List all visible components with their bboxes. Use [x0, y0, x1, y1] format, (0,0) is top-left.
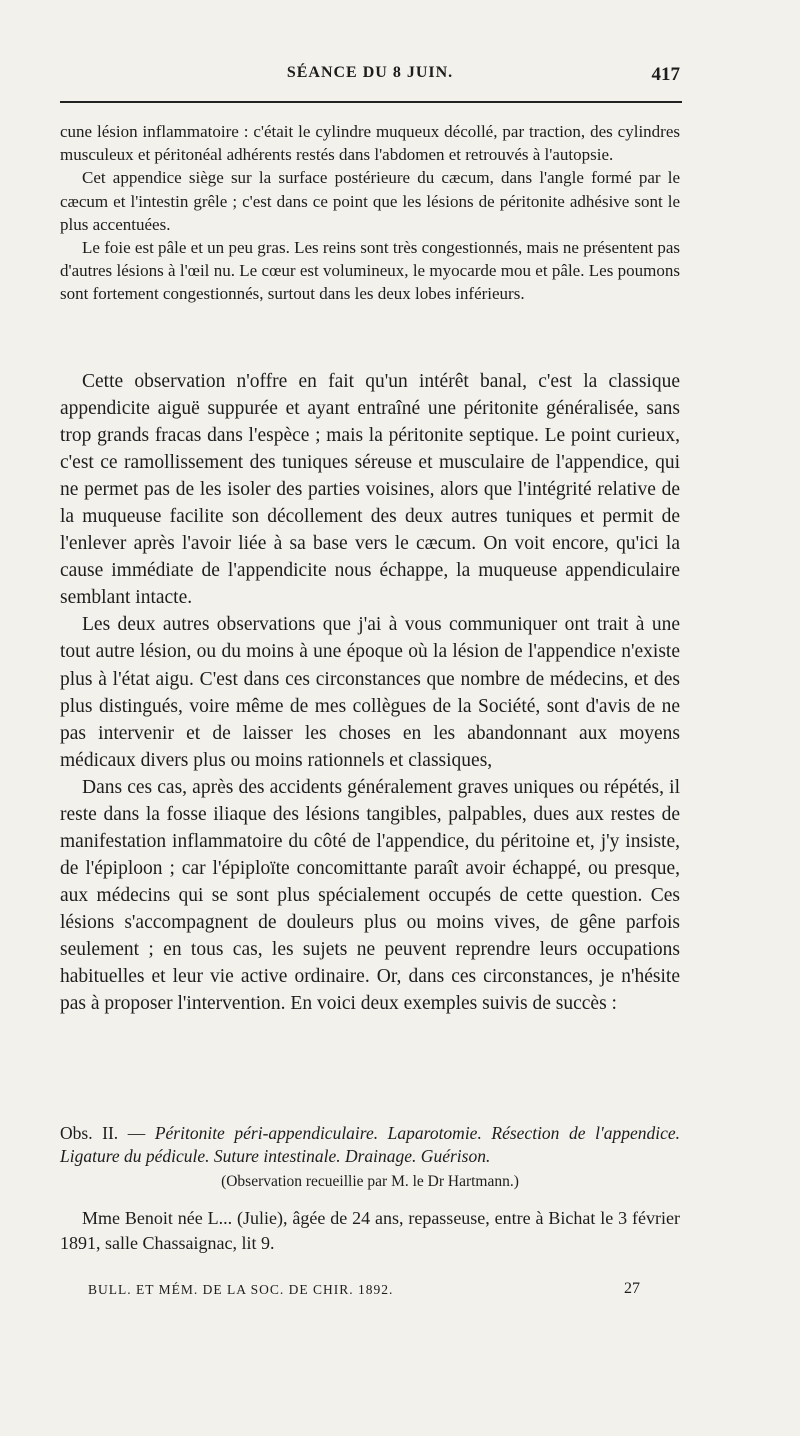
page-number: 417	[651, 64, 680, 85]
journal-reference: BULL. ET MÉM. DE LA SOC. DE CHIR. 1892.	[88, 1282, 394, 1297]
observation-source: (Observation recueillie par M. le Dr Hartmann.)	[221, 1173, 519, 1190]
observation-heading	[60, 1122, 680, 1167]
running-head	[60, 64, 680, 90]
main-text	[60, 368, 680, 1017]
signature-mark: 27	[624, 1280, 640, 1297]
observation-title: Péritonite péri-appendiculaire. Laparotomie. Résection de l'appendice. Ligature du pédicule. Suture intestinale. Drainage. Guérison.	[60, 1123, 680, 1166]
header-rule	[60, 101, 682, 103]
running-title: SÉANCE DU 8 JUIN.	[286, 64, 454, 81]
paragraph: Cette observation n'offre en fait qu'un intérêt banal, c'est la classique appendicite aiguë suppurée et ayant entraîné une péritonite généralisée, sans trop grands fracas dans l'espèce ; mais la péritonite septique. Le point curieux, c'est ce ramollissement des tuniques séreuse et musculaire de l'appendice, qui ne permet pas de les isoler des parties voisines, alors que l'intégrité relative de la muqueuse facilite son décollement des deux autres tuniques et permit de l'enlever après l'avoir liée à sa base vers le cæcum. On voit encore, qu'ici la cause immédiate de l'appendicite nous échappe, la muqueuse appendiculaire semblant intacte.	[60, 371, 680, 609]
observation-text: Mme Benoit née L... (Julie), âgée de 24 ans, repasseuse, entre à Bichat le 3 février 1891, salle Chassaignac, lit 9.	[60, 1207, 680, 1253]
paragraph: Dans ces cas, après des accidents généralement graves uniques ou répétés, il reste dans la fosse iliaque des lésions tangibles, palpables, dues aux restes de manifestation inflammatoire du côté de l'appendice, du péritoine et, j'y insiste, de l'épiploon ; car l'épiploïte concomittante paraît avoir échappé, ou presque, aux médecins qui se sont plus spécialement occupés de cette question. Ces lésions s'accompagnent de douleurs plus ou moins vives, de gêne parfois seulement ; en tous cas, les sujets ne peuvent reprendre leurs occupations habituelles et leur vie active ordinaire. Or, dans ces circonstances, je n'hésite pas à proposer l'intervention. En voici deux exemples suivis de succès :	[60, 776, 680, 1015]
paragraph: Les deux autres observations que j'ai à vous communiquer ont trait à une tout autre lésion, ou du moins à une époque où la lésion de l'appendice n'existe plus à l'état aigu. C'est dans ces circonstances que nombre de médecins, et des plus distingués, voire même de mes collègues de la Société, sont d'avis de ne pas intervenir et de laisser les choses en les abandonnant aux moyens médicaux divers plus ou moins rationnels et classiques,	[60, 614, 680, 771]
paragraph: cune lésion inflammatoire : c'était le cylindre muqueux décollé, par traction, des cylindres musculeux et péritonéal adhérents restés dans l'abdomen et retrouvés à l'autopsie.	[60, 122, 680, 165]
paragraph: Le foie est pâle et un peu gras. Les reins sont très congestionnés, mais ne présentent pas d'autres lésions à l'œil nu. Le cœur est volumineux, le myocarde mou et pâle. Les poumons sont fortement congestionnés, surtout dans les deux lobes inférieurs.	[60, 238, 680, 304]
observation-label: Obs. II. —	[60, 1123, 146, 1143]
observation-block	[60, 1122, 680, 1256]
autopsy-notes	[60, 120, 680, 306]
paragraph: Cet appendice siège sur la surface postérieure du cæcum, dans l'angle formé par le cæcum et l'intestin grêle ; c'est dans ce point que les lésions de péritonite adhésive sont le plus accentuées.	[60, 168, 680, 234]
